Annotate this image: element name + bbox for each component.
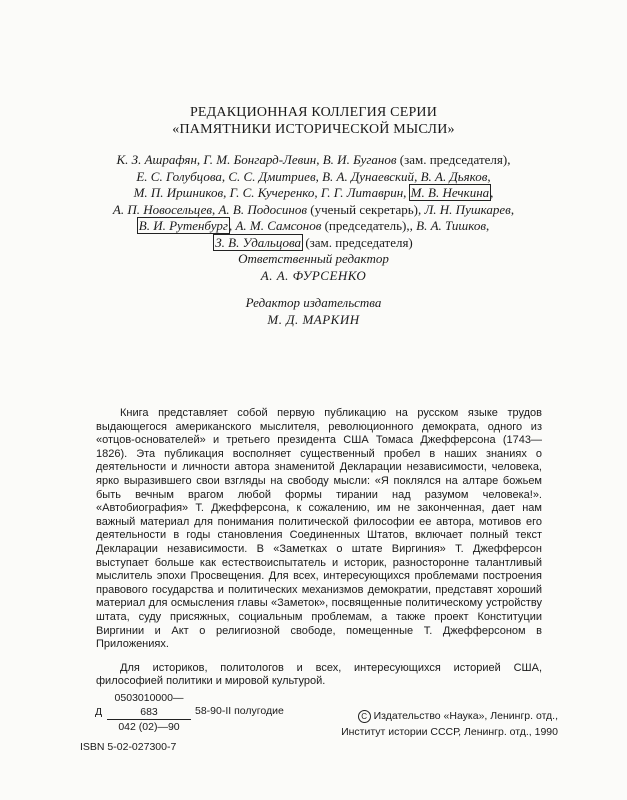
board-member-boxed: М. В. Нечкина [410,185,490,201]
publisher-editor [0,294,627,328]
annotation-paragraph: Для историков, политологов и всех, интересующихся историей США, философией политики и мировой культурой. [96,661,542,688]
board-line: Е. С. Голубцова, С. С. Дмитриев, В. А. Дунаевский, В. А. Дьяков, [136,168,491,184]
responsible-editor-role: Ответственный редактор [238,251,389,266]
board-member: В. А. Дунаевский [322,168,415,184]
series-title-line1: РЕДАКЦИОННАЯ КОЛЛЕГИЯ СЕРИИ [189,105,438,120]
responsible-editor [0,250,627,284]
catalog-suffix: 58-90-II полугодие [195,705,284,717]
board-member: С. С. Дмитриев [228,168,316,184]
board-member: М. П. Иршников [133,185,224,201]
board-member: Е. С. Голубцова [136,168,222,184]
copyright-line2: Институт истории СССР, Ленингр. отд., 1990 [341,726,558,738]
series-title-line2: «ПАМЯТНИКИ ИСТОРИЧЕСКОЙ МЫСЛИ» [172,122,455,137]
catalog-numerator: 0503010000—683 [107,691,191,720]
responsible-editor-name: А. А. ФУРСЕНКО [260,268,367,283]
board-member: В. А. Дьяков [420,168,488,184]
catalog-fraction [107,691,191,734]
board-line: А. П. Новосельцев, А. В. Подосинов (ученый секретарь), Л. Н. Пушкарев, [112,201,515,217]
board-member: В. И. Буганов [322,152,397,167]
board-member-boxed: В. И. Рутенбург [138,218,228,234]
board-member: Г. С. Кучеренко [229,185,315,201]
board-member: Г. Г. Литаврин [320,185,404,201]
board-member: А. В. Подосинов [218,201,308,217]
board-member: А. П. Новосельцев [112,201,212,217]
board-line: М. П. Иршников, Г. С. Кучеренко, Г. Г. Литаврин, М. В. Нечкина, [133,185,494,201]
board-member: К. З. Ашрафян [116,152,197,167]
publisher-editor-role: Редактор издательства [245,295,382,310]
copyright [318,708,558,740]
isbn: ISBN 5-02-027300-7 [80,741,177,753]
annotation [96,407,542,689]
board-member-boxed: З. В. Удальцова [215,234,302,250]
board-line: В. И. Рутенбург, А. М. Самсонов (председатель),, В. А. Тишков, [138,218,490,234]
board-role: (председатель), [324,218,410,234]
publisher-editor-name: М. Д. МАРКИН [267,312,360,327]
copyright-icon: C [358,710,371,723]
board-role: (зам. председателя) [305,234,413,250]
catalog-denominator: 042 (02)—90 [118,721,180,733]
catalog-letter: Д [95,706,103,718]
board-member: Л. Н. Пушкарев [424,201,511,217]
board-role: (зам. председателя), [399,152,511,167]
board-member: А. М. Самсонов [235,218,322,234]
editorial-board [60,152,567,252]
copyright-line1 [318,708,558,724]
series-title [0,104,627,138]
board-line: К. З. Ашрафян, Г. М. Бонгард-Левин, В. И. Буганов (зам. председателя), [116,152,511,167]
board-member: Г. М. Бонгард-Левин [203,152,317,167]
board-member: В. А. Тишков [416,218,486,234]
board-role: (ученый секретарь), [310,201,422,217]
annotation-paragraph: Книга представляет собой первую публикацию на русском языке трудов выдающегося американского мыслителя, революционного демократа, одного из «отцов-основателей» и третьего президента США Томаса Джефферсона (1743—1826). Эта публикация восполняет существенный пробел в наших знаниях о деятельности и личности автора знаменитой Декларации независимости, человека, ярко выразившего свои взгляды на свободу мысли: «Я поклялся на алтаре божьем быть вечным врагом любой формы тирании над разумом человека!». «Автобиография» Т. Джефферсона, к сожалению, им не законченная, дает нам важный материал для понимания политической философии ее автора, мотивов его деятельности в годы становления Соединенных Штатов, включает полный текст Декларации независимости. В «Заметках о штате Виргиния» Т. Джефферсон выступает больше как естествоиспытатель и историк, разносторонне талантливый мыслитель эпохи Просвещения. Для всех, интересующихся проблемами построения правового государства и политических механизмов демократии, представят хороший материал для осмысления главы «Заметок», посвященные политическому устройству штата, суду присяжных, социальным проблемам, а также проект Конституции Виргинии и Акт о религиозной свободе, помещенные Т. Джефферсоном в Приложениях. [96,407,542,651]
copyright-text: Издательство «Наука», Ленингр. отд., [373,710,558,722]
